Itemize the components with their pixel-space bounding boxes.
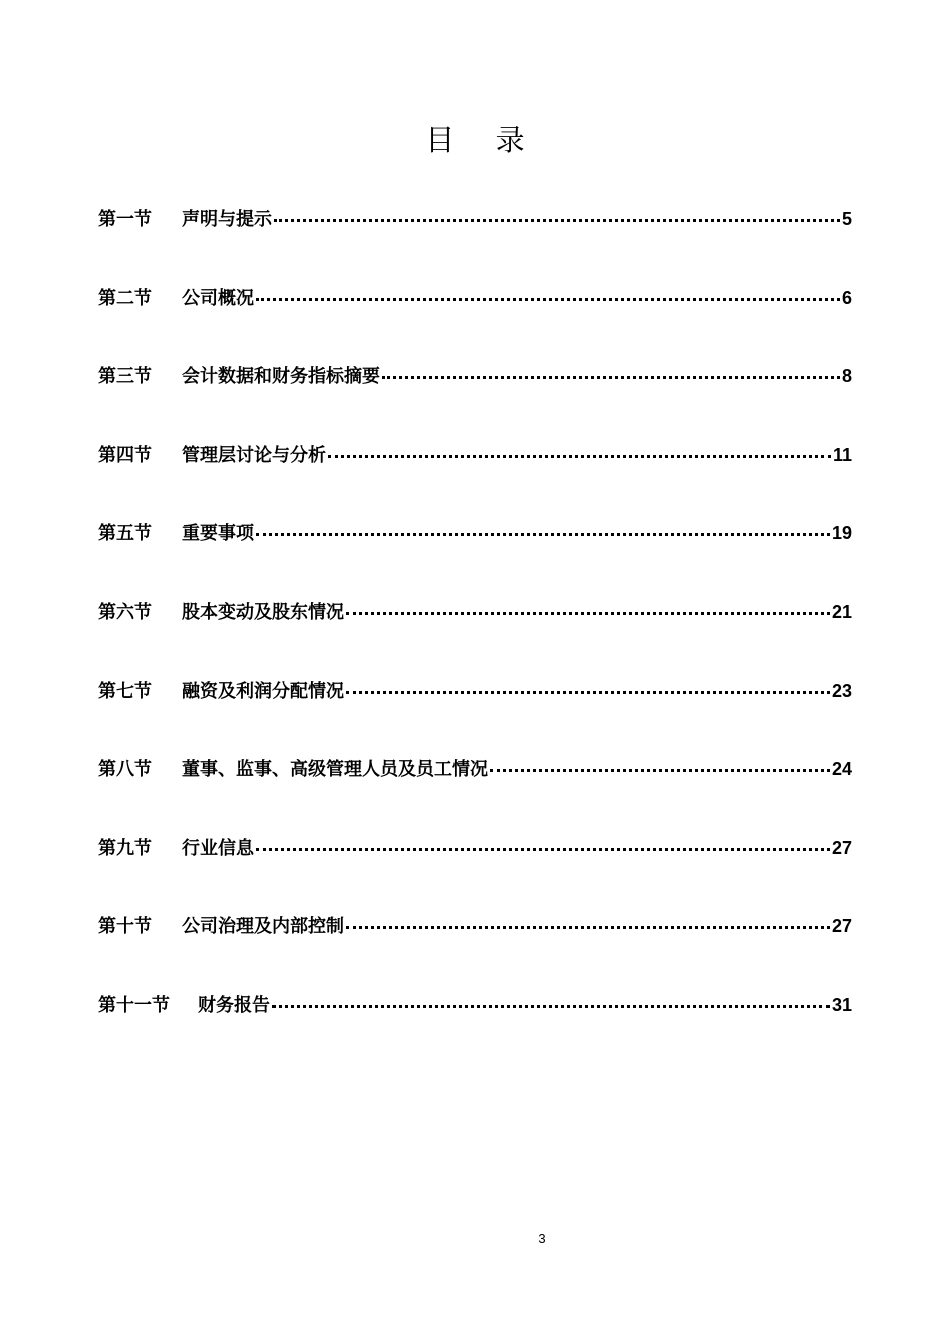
toc-entry-10[interactable]	[98, 907, 852, 986]
toc-section-label: 第十一节	[98, 994, 170, 1016]
toc-entry-2[interactable]	[98, 279, 852, 358]
toc-entry-1[interactable]	[98, 200, 852, 279]
toc-entry-title: 公司概况	[182, 287, 254, 309]
toc-page-number: 31	[831, 994, 852, 1015]
toc-page-number: 6	[841, 287, 852, 308]
dot-leader	[346, 677, 830, 697]
toc-page-number: 5	[841, 209, 852, 229]
page-title: 目 录	[425, 123, 541, 157]
toc-page-number: 19	[831, 523, 852, 544]
toc-entry-4[interactable]	[98, 436, 852, 515]
toc-entry-title: 公司治理及内部控制	[182, 916, 344, 938]
toc-entry-title: 声明与提示	[182, 209, 272, 230]
page-number: 3	[538, 1231, 546, 1246]
toc-entry-11[interactable]	[98, 986, 852, 1065]
toc-section-label: 第七节	[98, 680, 152, 702]
dot-leader	[274, 205, 840, 225]
toc-section-label: 第三节	[98, 366, 152, 388]
table-of-contents	[98, 200, 852, 1065]
toc-entry-title: 融资及利润分配情况	[182, 680, 344, 702]
toc-entry-9[interactable]	[98, 829, 852, 908]
toc-entry-title: 股本变动及股东情况	[182, 601, 344, 623]
dot-leader	[328, 441, 831, 461]
dot-leader	[490, 755, 830, 775]
dot-leader	[272, 991, 830, 1011]
toc-entry-title: 重要事项	[182, 523, 254, 545]
toc-entry-title: 董事、监事、高级管理人员及员工情况	[182, 759, 488, 781]
dot-leader	[346, 912, 830, 932]
toc-entry-3[interactable]	[98, 357, 852, 436]
dot-leader	[346, 598, 830, 618]
toc-entry-5[interactable]	[98, 514, 852, 593]
toc-section-label: 第五节	[98, 523, 152, 545]
toc-section-label: 第四节	[98, 444, 152, 466]
toc-entry-title: 行业信息	[182, 837, 254, 859]
dot-leader	[382, 362, 840, 382]
dot-leader	[256, 834, 830, 854]
toc-entry-title: 管理层讨论与分析	[182, 444, 326, 466]
toc-page-number: 24	[831, 759, 852, 780]
toc-section-label: 第一节	[98, 209, 152, 230]
toc-page-number: 27	[831, 837, 852, 858]
toc-section-label: 第八节	[98, 759, 152, 781]
toc-section-label: 第十节	[98, 916, 152, 938]
toc-section-label: 第六节	[98, 601, 152, 623]
toc-page-number: 21	[831, 601, 852, 622]
toc-entry-6[interactable]	[98, 593, 852, 672]
toc-entry-title: 会计数据和财务指标摘要	[182, 366, 380, 388]
toc-page-number: 11	[832, 444, 852, 465]
toc-entry-8[interactable]	[98, 750, 852, 829]
dot-leader	[256, 519, 830, 539]
toc-page-number: 8	[841, 366, 852, 387]
toc-section-label: 第二节	[98, 287, 152, 309]
toc-entry-title: 财务报告	[198, 994, 270, 1016]
dot-leader	[256, 284, 840, 304]
toc-page-number: 23	[831, 680, 852, 701]
toc-section-label: 第九节	[98, 837, 152, 859]
toc-page-number: 27	[831, 916, 852, 937]
toc-entry-7[interactable]	[98, 672, 852, 751]
